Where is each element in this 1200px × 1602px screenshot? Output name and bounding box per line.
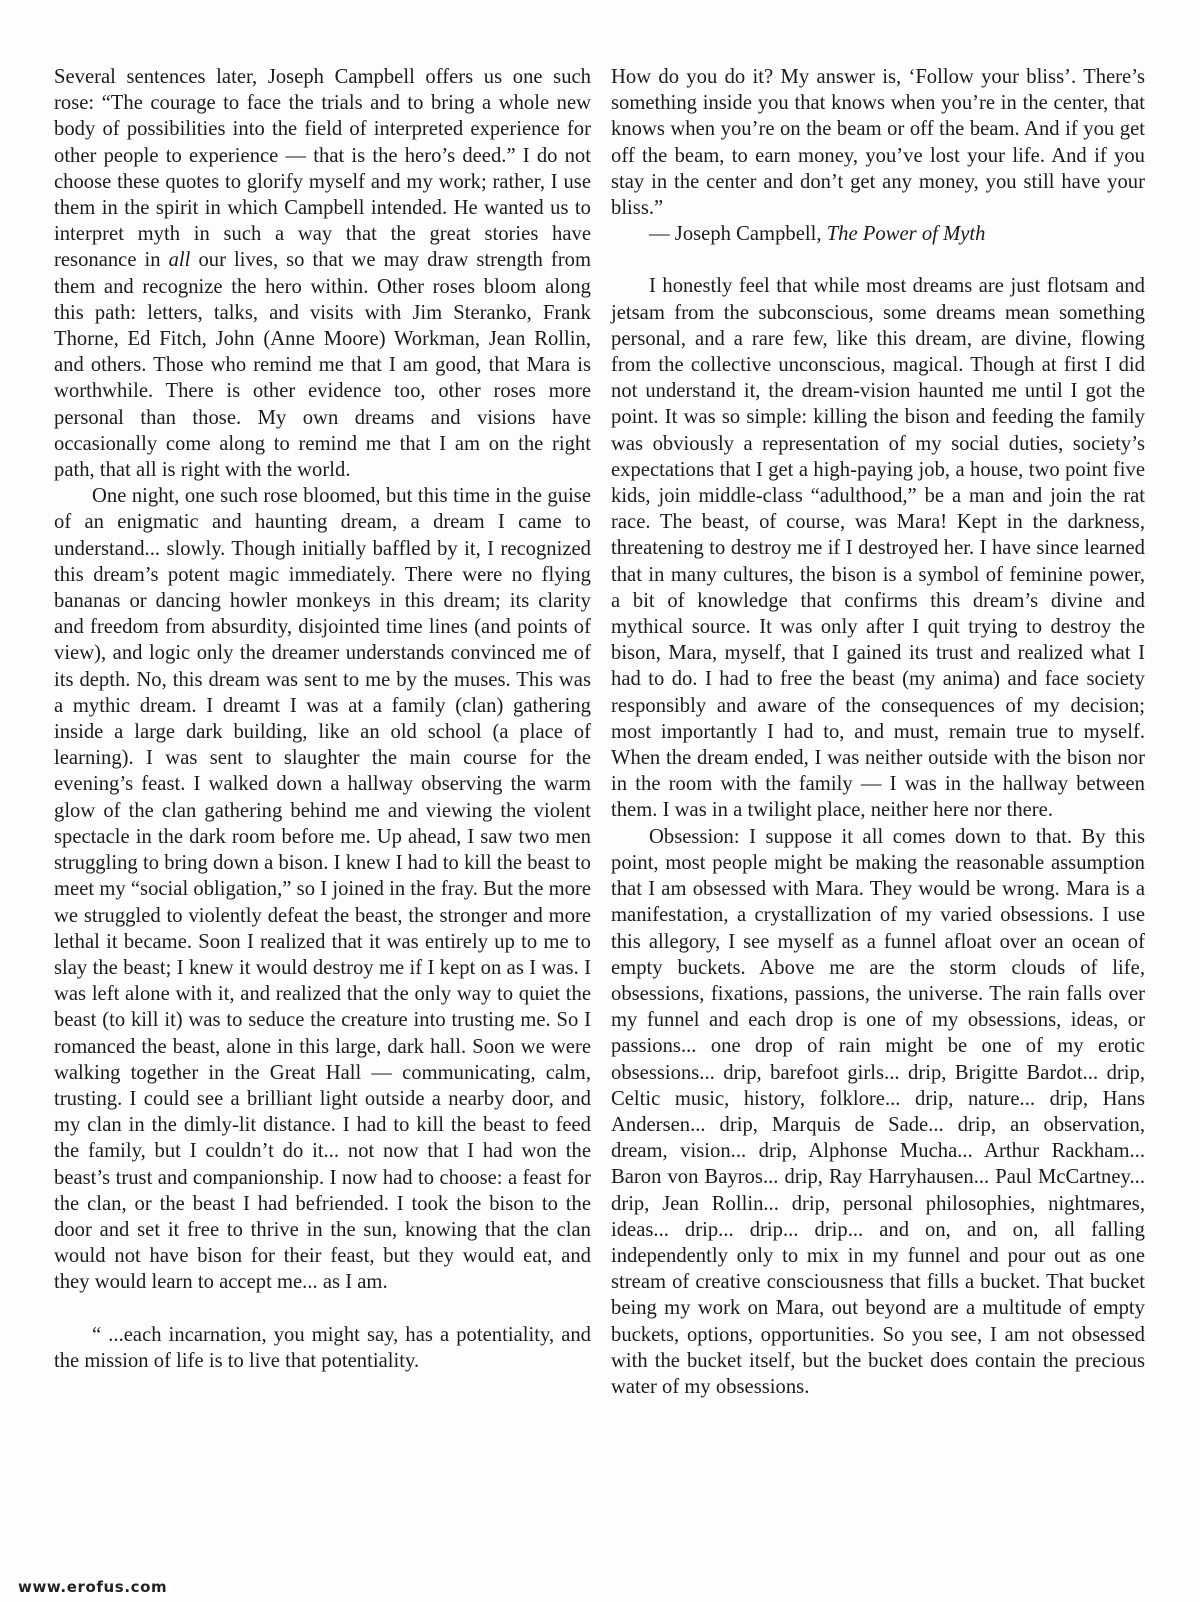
paragraph: Obsession: I suppose it all comes down to that. By this point, most people might be making the reasonable assumption that I am obsessed with Mara. They would be wrong. Mara is a manifestation, a crystallization of my varied obsessions. I use this allegory, I see myself as a funnel afloat over an ocean of empty buckets. Above me are the storm clouds of life, obsessions, fixations, passions, the universe. The rain falls over my funnel and each drop is one of my obsessions, ideas, or passions... one drop of rain might be one of my erotic obsessions... drip, barefoot girls... drip, Brigitte Bardot... drip, Celtic music, history, folklore... drip, nature... drip, Hans Andersen... drip, Marquis de Sade... drip, an observation, dream, vision... drip, Alphonse Mucha... Arthur Rackham... Baron von Bayros... drip, Ray Harryhausen... Paul McCartney... drip, Jean Rollin... drip, personal philosophies, nightmares, ideas... drip... drip... drip... and on, and on, all falling independently only to mix in my funnel and pour out as one stream of creative consciousness that fills a bucket. That bucket being my work on Mara, out beyond are a multitude of empty buckets, options, opportunities. So you see, I am not obsessed with the bucket itself, but the bucket does contain the precious water of my obsessions. (611, 825, 1145, 1398)
watermark: www.erofus.com (14, 1578, 171, 1596)
quote-attribution: — Joseph Campbell, The Power of Myth (649, 223, 986, 246)
paragraph: One night, one such rose bloomed, but this time in the guise of an enigmatic and haunting dream, a dream I came to understand... slowly. Though initially baffled by it, I recognized this dream’s potent magic immediately. There were no flying bananas or dancing howler monkeys in this dream; its clarity and freedom from absurdity, disjointed time lines (and points of view), and logic only the dreamer understands convinced me of its depth. No, this dream was sent to me by the muses. This was a mythic dream. I dreamt I was at a family (clan) gathering inside a large dark building, like an old school (a place of learning). I was sent to slaughter the main course for the evening’s feast. I walked down a hallway observing the warm glow of the clan gathering behind me and viewing the violent spectacle in the dark room before me. Up ahead, I saw two men struggling to bring down a bison. I knew I had to kill the beast to meet my “social obligation,” so I joined in the fray. But the more we struggled to violently defeat the beast, the stronger and more lethal it became. Soon I realized that it was entirely up to me to slay the beast; I knew it would destroy me if I kept on as I was. I was left alone with it, and realized that the only way to quiet the beast (to kill it) was to seduce the creature into trusting me. So I romanced the beast, alone in this large, dark hall. Soon we were walking together in the Great Hall — communicating, calm, trusting. I could see a brilliant light outside a nearby door, and my clan in the dimly-lit distance. I had to kill the beast to feed the family, but I couldn’t do it... not now that I had won the beast’s trust and companionship. I now had to choose: a feast for the clan, or the beast I had befriended. I took the bison to the door and set it free to thrive in the sun, knowing that the clan would not have bison for their feast, but they would eat, and they would learn to accept me... as I am. (54, 485, 591, 1294)
spacer (54, 1296, 591, 1322)
paragraph: Several sentences later, Joseph Campbell offers us one such rose: “The courage to face the trials and to bring a whole new body of possibilities into the field of interpreted experience for other people to experience — that is the hero’s deed.” I do not choose these quotes to glorify myself and my work; rather, I use them in the spirit in which Campbell intended. He wanted us to interpret myth in such a way that the great stories have resonance in all our lives, so that we may draw strength from them and recognize the hero within. Other roses bloom along this path: letters, talks, and visits with Jim Steranko, Frank Thorne, Ed Fitch, John (Anne Moore) Workman, Jean Rollin, and others. Those who remind me that I am good, that Mara is worthwhile. There is other evidence too, other roses more personal than those. My own dreams and visions have occasionally come along to remind me that I am on the right path, that all is right with the world. (54, 66, 592, 482)
spacer (611, 247, 1145, 273)
book-title: The Power of Myth (826, 223, 986, 246)
right-column (611, 64, 1145, 1400)
left-column (54, 64, 591, 1374)
epigraph-quote-continued: How do you do it? My answer is, ‘Follow your bliss’. There’s something inside you that knows when you’re in the center, that knows when you’re on the beam or off the beam. And if you get off the beam, to earn money, you’ve lost your life. And if you stay in the center and don’t get any money, you still have your bliss.” (611, 66, 1145, 220)
epigraph-quote: “ ...each incarnation, you might say, has a potentiality, and the mission of life is to live that potentiality. (54, 1323, 591, 1372)
paragraph: I honestly feel that while most dreams are just flotsam and jetsam from the subconscious, some dreams mean something personal, and a rare few, like this dream, are divine, flowing from the collective unconscious, magical. Though at first I did not understand it, the dream-vision haunted me until I got the point. It was so simple: killing the bison and feeding the family was obviously a representation of my social duties, society’s expectations that I get a high-paying job, a house, two point five kids, join middle-class “adulthood,” be a man and join the rat race. The beast, of course, was Mara! Kept in the darkness, threatening to destroy me if I destroyed her. I have since learned that in many cultures, the bison is a symbol of feminine power, a bit of knowledge that confirms this dream’s divine and mythical source. It was only after I quit trying to destroy the bison, Mara, myself, that I gained its trust and realized what I had to do. I had to free the beast (my anima) and face society responsibly and aware of the consequences of my decision; most importantly I had to, and must, remain true to myself. When the dream ended, I was neither outside with the bison nor in the room with the family — I was in the hallway between them. I was in a twilight place, neither here nor there. (611, 275, 1145, 822)
emphasis: all (168, 249, 191, 272)
